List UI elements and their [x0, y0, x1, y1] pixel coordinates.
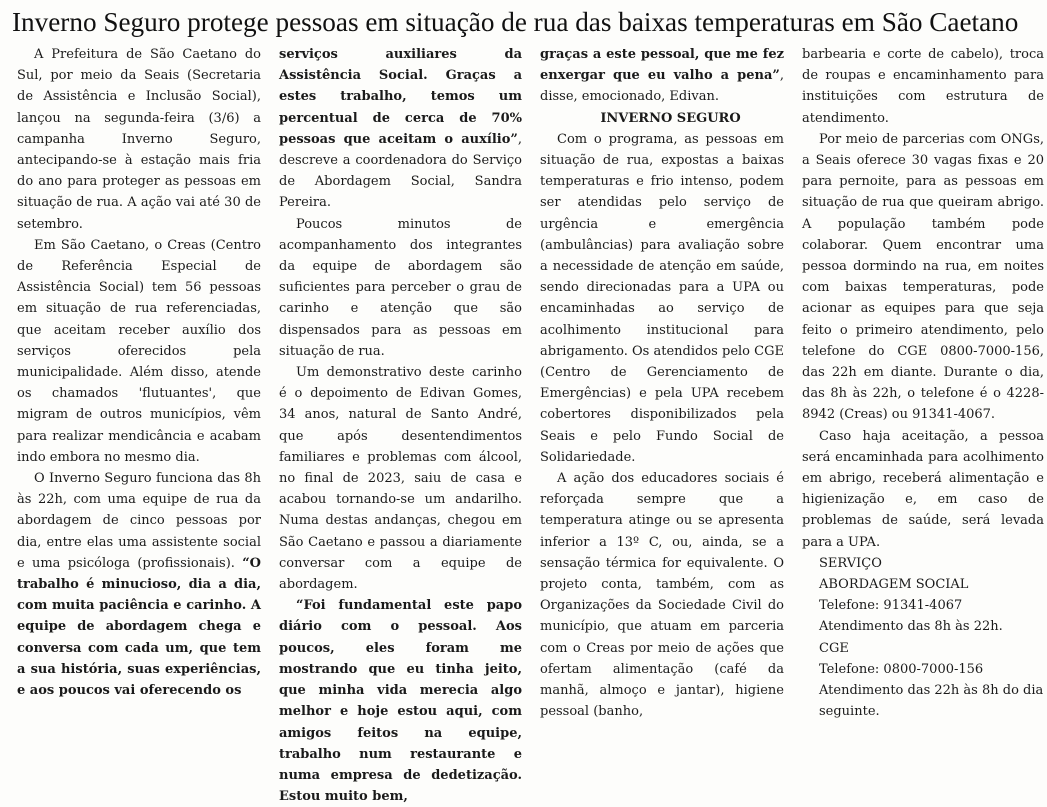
paragraph: Com o programa, as pessoas em situação de rua, expostas a baixas temperaturas e frio intenso, podem ser atendidas pelo serviço de urgência e emergência (ambulâncias) para avaliação sobre a necessidade de atenção em saúde, sendo direcionadas para a UPA ou encaminhadas ao serviço de acolhimento institucional para abrigamento. Os atendidos pelo CGE (Centro de Gerenciamento de Emergências) e pela UPA recebem cobertores disponibilizados pela Seais e pelo Fundo Social de Solidariedade. — [540, 131, 784, 465]
column-2 — [279, 44, 522, 805]
paragraph: Caso haja aceitação, a pessoa será encaminhada para acolhimento em abrigo, receberá alimentação e higienização e, em caso de problemas de saúde, será levada para a UPA. — [802, 428, 1044, 550]
contact-line: ABORDAGEM SOCIAL — [819, 577, 969, 593]
paragraph: A Prefeitura de São Caetano do Sul, por meio da Seais (Secretaria de Assistência e Inclusão Social), lançou na segunda-feira (3/6) a campanha Inverno Seguro, antecipando-se à estação mais fria do ano para proteger as pessoas em situação de rua. A ação vai até 30 de setembro. — [17, 47, 261, 232]
column-4 — [802, 44, 1044, 720]
paragraph-text: O Inverno Seguro funciona das 8h às 22h, com uma equipe de rua da abordagem de cinco pessoas por dia, entre elas uma assistente social e uma psicóloga (profissionais). — [17, 471, 261, 571]
section-subheading: INVERNO SEGURO — [600, 110, 741, 126]
paragraph: Poucos minutos de acompanhamento dos integrantes da equipe de abordagem são suficientes para perceber o grau de carinho e atenção que são dispensados para as pessoas em situação de rua. — [279, 216, 522, 359]
article-headline: Inverno Seguro protege pessoas em situação de rua das baixas temperaturas em São Caetano — [12, 7, 1019, 37]
paragraph: Por meio de parcerias com ONGs, a Seais oferece 30 vagas fixas e 20 para pernoite, para as pessoas em situação de rua que queiram abrigo. A população também pode colaborar. Quem encontrar uma pessoa dormindo na rua, em noites com baixas temperaturas, pode acionar as equipes para que seja feito o primeiro atendimento, pelo telefone do CGE 0800-7000-156, das 22h em diante. Durante o dia, das 8h às 22h, o telefone é o 4228-8942 (Creas) ou 91341-4067. — [802, 131, 1044, 423]
quote-text: graças a este pessoal, que me fez enxergar que eu valho a pena” — [540, 47, 784, 84]
paragraph — [540, 44, 784, 108]
paragraph: Em São Caetano, o Creas (Centro de Referência Especial de Assistência Social) tem 56 pessoas em situação de rua referenciadas, que aceitam receber auxílio dos serviços oferecidos pela municipalidade. Além disso, atende os chamados 'flutuantes', que migram de outros municípios, vêm para realizar mendicância e acabam indo embora no mesmo dia. — [17, 237, 261, 465]
quote-text: “O trabalho é minucioso, dia a dia, com muita paciência e carinho. A equipe de abordagem chega e conversa com cada um, que tem a sua história, suas experiências, e aos poucos vai oferecendo os — [17, 555, 261, 699]
contact-line: Atendimento das 22h às 8h do dia seguinte. — [819, 683, 1044, 720]
contact-line: CGE — [819, 640, 849, 656]
paragraph: A ação dos educadores sociais é reforçada sempre que a temperatura atinge ou se apresenta inferior a 13º C, ou, ainda, se a sensação térmica for equivalente. O projeto conta, também, com as Organizações da Sociedade Civil do município, que atuam em parceria com o Creas por meio de ações que ofertam alimentação (café da manhã, almoço e jantar), higiene pessoal (banho, — [540, 471, 784, 720]
contact-box — [802, 553, 1044, 723]
quote-text: serviços auxiliares da Assistência Social. Graças a estes trabalho, temos um percentual de cerca de 70% pessoas que aceitam o auxílio” — [279, 47, 522, 147]
contact-line: Atendimento das 8h às 22h. — [819, 619, 1003, 635]
paragraph: barbearia e corte de cabelo), troca de roupas e encaminhamento para instituições com estrutura de atendimento. — [802, 47, 1044, 126]
contact-line: Telefone: 91341-4067 — [819, 598, 963, 614]
paragraph-text: , disse, emocionado, Edivan. — [540, 68, 784, 105]
paragraph-text: , descreve a coordenadora do Serviço de Abordagem Social, Sandra Pereira. — [279, 131, 522, 211]
paragraph: Um demonstrativo deste carinho é o depoimento de Edivan Gomes, 34 anos, natural de Santo André, que após desentendimentos familiares e problemas com álcool, no final de 2023, saiu de casa e acabou tornando-se um andarilho. Numa destas andanças, chegou em São Caetano e passou a diariamente conversar com a equipe de abordagem. — [279, 365, 522, 593]
quote-text: “Foi fundamental este papo diário com o pessoal. Aos poucos, eles foram me mostrando que eu tinha jeito, que minha vida merecia algo melhor e hoje estou aqui, com amigos feitos na equipe, trabalho num restaurante e numa empresa de dedetização. Estou muito bem, — [279, 598, 522, 805]
column-1 — [17, 44, 261, 699]
column-3 — [540, 44, 784, 720]
contact-line: SERVIÇO — [819, 555, 882, 571]
paragraph — [279, 44, 522, 214]
contact-line: Telefone: 0800-7000-156 — [819, 661, 984, 677]
paragraph — [279, 595, 522, 807]
paragraph — [17, 468, 261, 701]
